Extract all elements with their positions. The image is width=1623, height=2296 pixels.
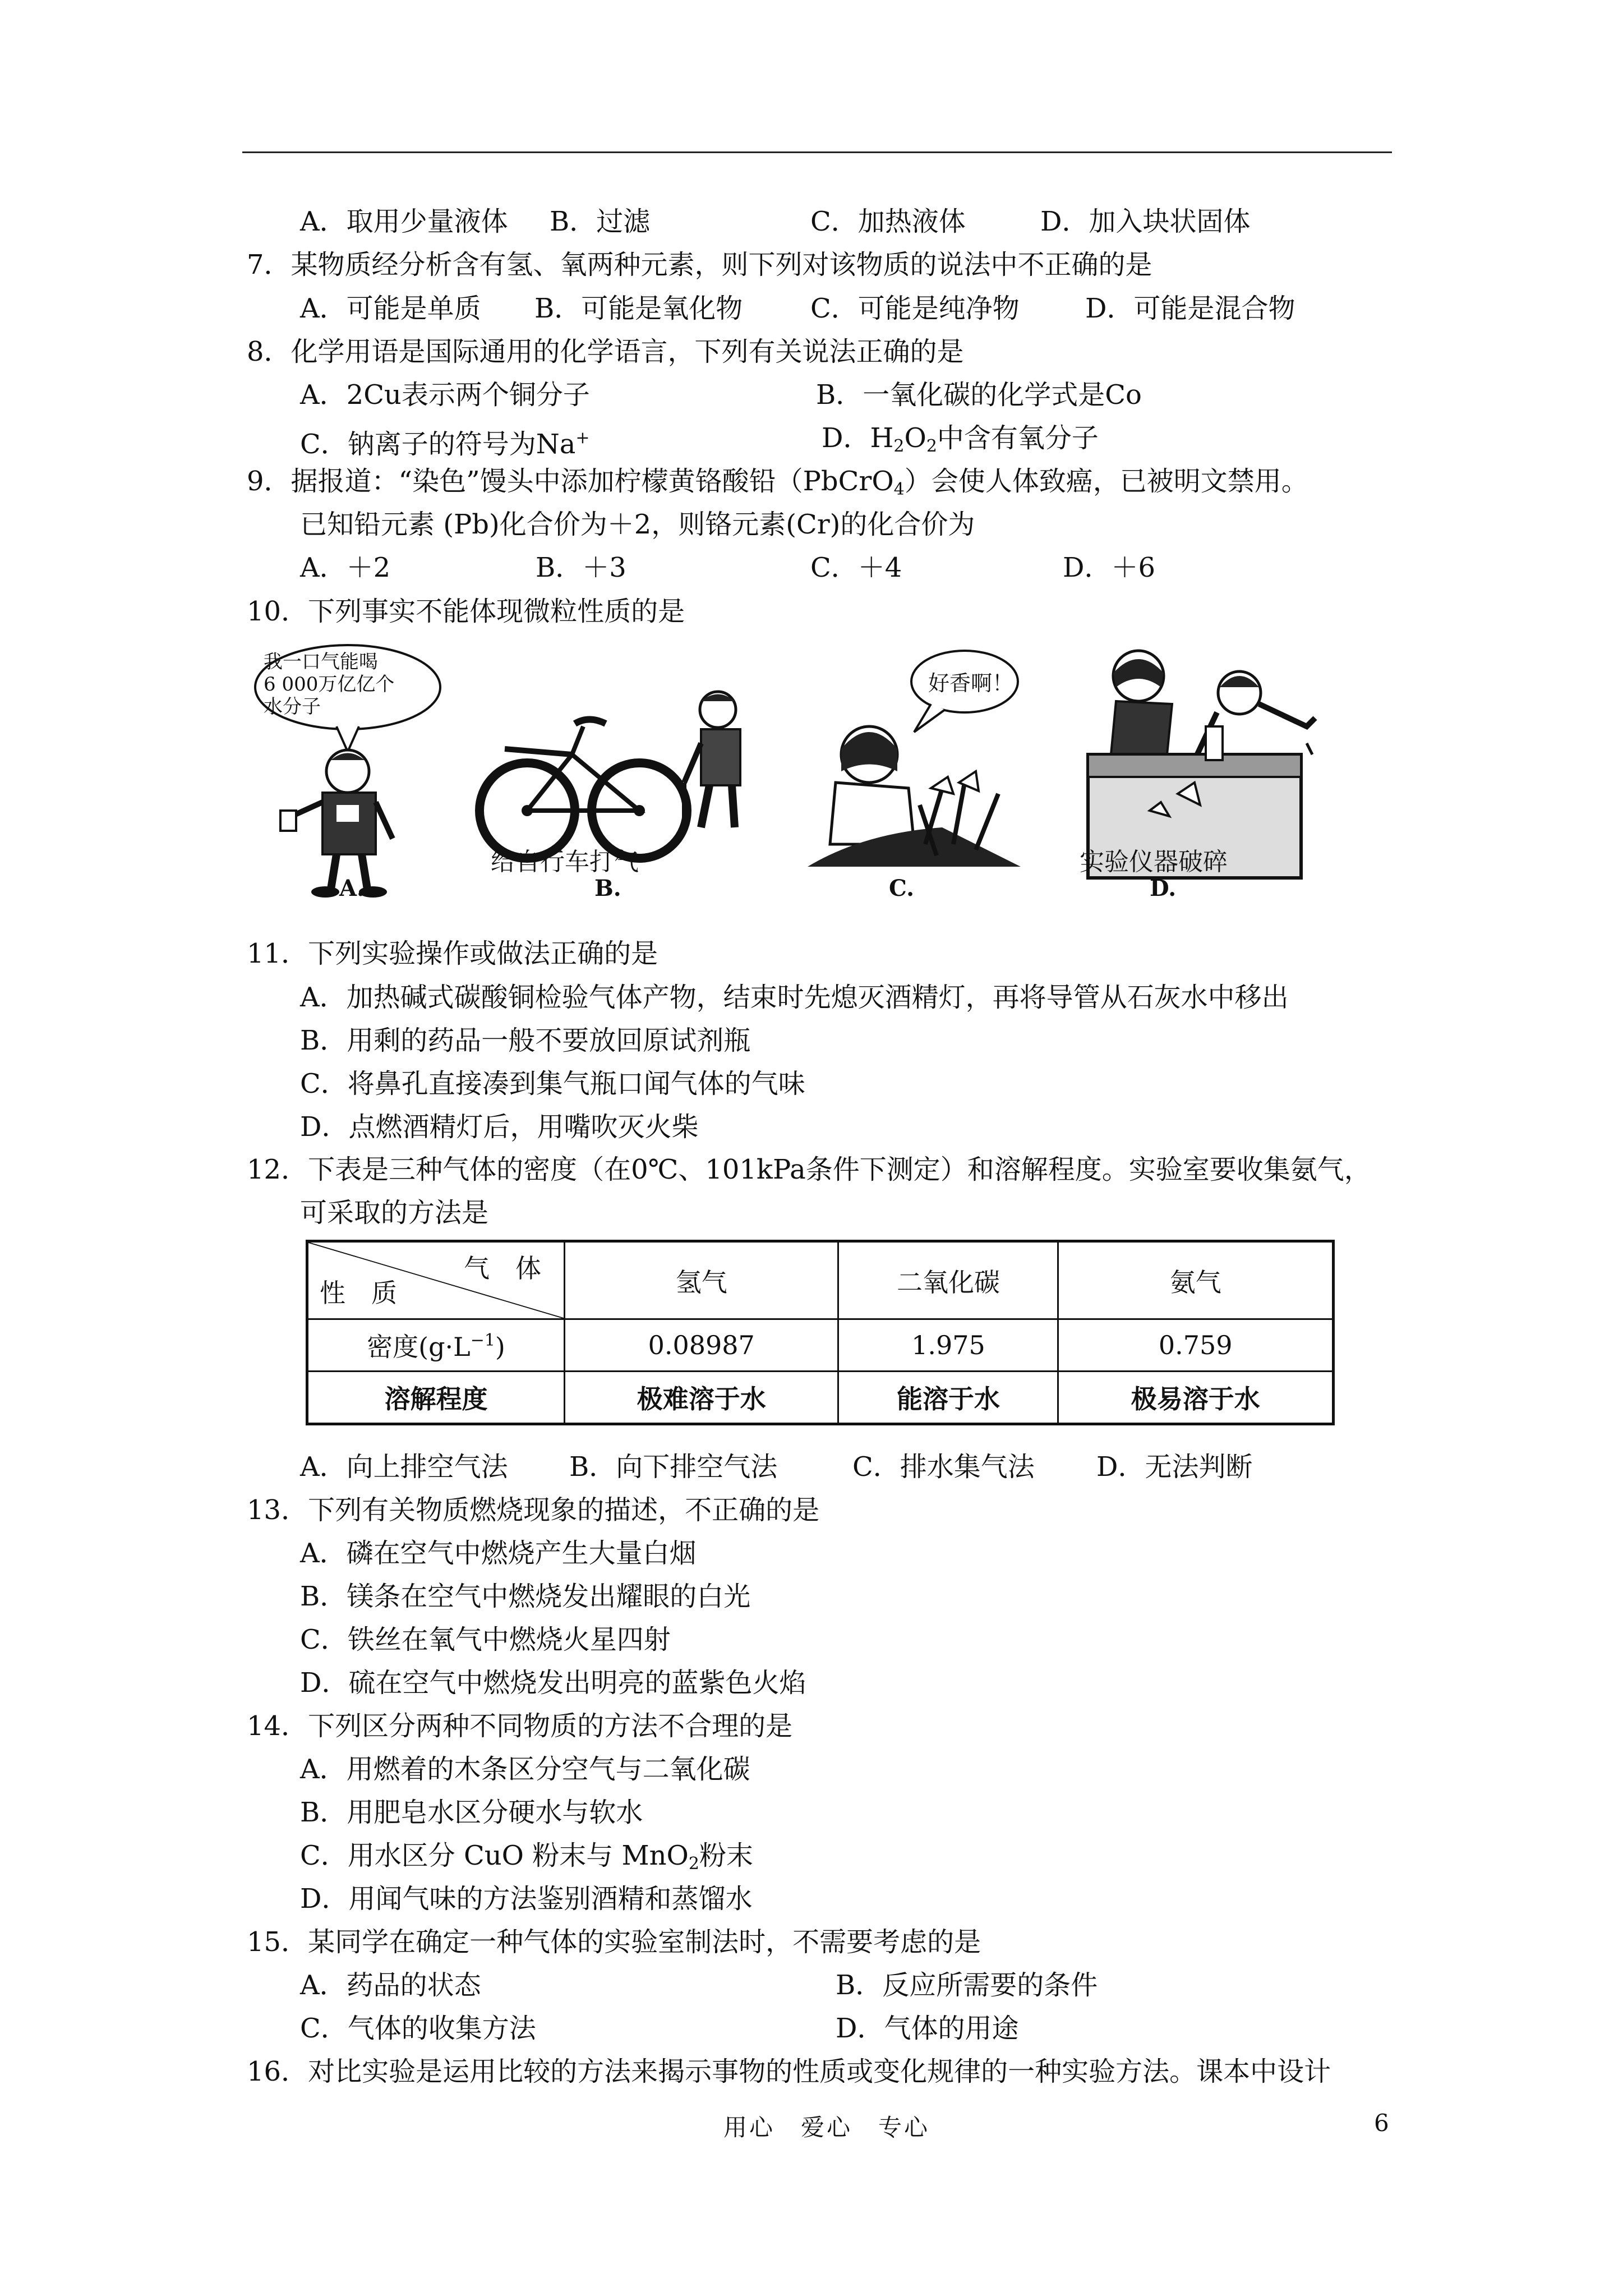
q14-option-c: C．用水区分 CuO 粉末与 MnO$_2$粉末: [300, 1840, 754, 1874]
q12-option-c: C．排水集气法: [852, 1451, 1035, 1483]
q11-option-c: C．将鼻孔直接凑到集气瓶口闻气体的气味: [300, 1068, 805, 1099]
density-hydrogen: 0.08987: [565, 1319, 838, 1372]
q7-stem: 7．某物质经分析含有氢、氧两种元素，则下列对该物质的说法中不正确的是: [247, 249, 1152, 280]
q9-option-d: D．＋6: [1063, 552, 1156, 583]
header-gas-label: 气 体: [464, 1253, 541, 1283]
q15-stem: 15．某同学在确定一种气体的实验室制法时，不需要考虑的是: [247, 1926, 981, 1958]
q15-option-a: A．药品的状态: [300, 1970, 481, 2001]
solubility-label: 溶解程度: [307, 1372, 565, 1424]
q8-option-b: B．一氧化碳的化学式是Co: [816, 379, 1142, 411]
picture-label-c: C.: [889, 875, 915, 901]
q6-option-c: C．加热液体: [810, 206, 966, 237]
q16-stem: 16．对比实验是运用比较的方法来揭示事物的性质或变化规律的一种实验方法。课本中设计: [247, 2056, 1331, 2087]
q12-option-a: A．向上排空气法: [300, 1451, 508, 1483]
speech-bubble-c: 好香啊！: [928, 671, 1014, 696]
solubility-co2: 能溶于水: [838, 1372, 1058, 1424]
caption-d: 实验仪器破碎: [1080, 848, 1228, 876]
table-header-co2: 二氧化碳: [838, 1241, 1058, 1319]
q12-stem-line1: 12．下表是三种气体的密度（在0℃、101kPa条件下测定）和溶解程度。实验室要收集氨气，: [247, 1154, 1371, 1185]
q12-stem-line2: 可采取的方法是: [300, 1197, 489, 1228]
q13-option-a: A．磷在空气中燃烧产生大量白烟: [300, 1538, 697, 1569]
q11-option-b: B．用剩的药品一般不要放回原试剂瓶: [300, 1025, 751, 1056]
table-row-density: [307, 1319, 1334, 1372]
q9-option-c: C．＋4: [810, 552, 902, 583]
header-property-label: 性 质: [320, 1278, 397, 1308]
q10-illustration-a: [252, 642, 477, 900]
table-row-solubility: [307, 1372, 1334, 1424]
table-header-row: [307, 1241, 1334, 1319]
picture-label-b: B.: [594, 875, 621, 901]
q14-option-a: A．用燃着的木条区分空气与二氧化碳: [300, 1754, 750, 1785]
table-diagonal-header-cell: [307, 1241, 565, 1319]
q10-illustration-c: [796, 642, 1032, 900]
header-rule: [242, 151, 1392, 153]
q8-stem: 8．化学用语是国际通用的化学语言，下列有关说法正确的是: [247, 336, 964, 367]
density-co2: 1.975: [838, 1319, 1058, 1372]
page-number: 6: [1374, 2109, 1389, 2137]
q9-stem-line1: 9．据报道：“染色”馒头中添加柠檬黄铬酸铅（PbCrO$_4$）会使人体致癌，已被明文禁用。: [247, 466, 1308, 499]
picture-label-a: A.: [339, 875, 365, 901]
q11-option-a: A．加热碱式碳酸铜检验气体产物，结束时先熄灭酒精灯，再将导管从石灰水中移出: [300, 982, 1289, 1013]
solubility-hydrogen: 极难溶于水: [565, 1372, 838, 1424]
q10-stem: 10．下列事实不能体现微粒性质的是: [247, 596, 685, 627]
table-header-hydrogen: 氢气: [565, 1241, 838, 1319]
q15-option-d: D．气体的用途: [836, 2013, 1019, 2044]
q7-option-d: D．可能是混合物: [1085, 293, 1295, 324]
q12-option-d: D．无法判断: [1096, 1451, 1253, 1483]
q9-option-a: A．＋2: [300, 552, 391, 583]
q11-option-d: D．点燃酒精灯后，用嘴吹灭火柴: [300, 1111, 699, 1143]
q9-option-b: B．＋3: [536, 552, 626, 583]
q8-option-d: D．$H_2O_2$中含有氧分子: [822, 422, 1099, 456]
q15-option-b: B．反应所需要的条件: [836, 1970, 1098, 2001]
q12-option-b: B．向下排空气法: [569, 1451, 778, 1483]
q7-option-c: C．可能是纯净物: [810, 293, 1020, 324]
q9-stem-line2: 已知铅元素 (Pb)化合价为＋2，则铬元素(Cr)的化合价为: [300, 509, 975, 540]
q13-option-b: B．镁条在空气中燃烧发出耀眼的白光: [300, 1581, 751, 1612]
q13-option-d: D．硫在空气中燃烧发出明亮的蓝紫色火焰: [300, 1667, 806, 1699]
q14-option-d: D．用闻气味的方法鉴别酒精和蒸馏水: [300, 1883, 753, 1915]
caption-b: 给自行车打气: [491, 848, 639, 876]
q8-option-a: A．2Cu表示两个铜分子: [300, 379, 590, 411]
q6-option-a: A．取用少量液体: [300, 206, 508, 237]
speech-bubble-a: 我一口气能喝 6 000万亿亿个 水分子: [264, 651, 395, 718]
footer-slogan: 用心 爱心 专心: [723, 2114, 930, 2141]
density-ammonia: 0.759: [1058, 1319, 1334, 1372]
q8-option-c: C．钠离子的符号为Na+: [300, 428, 590, 460]
q6-option-d: D．加入块状固体: [1040, 206, 1251, 237]
q13-option-c: C．铁丝在氧气中燃烧火星四射: [300, 1624, 671, 1655]
q14-stem: 14．下列区分两种不同物质的方法不合理的是: [247, 1710, 793, 1742]
q11-stem: 11．下列实验操作或做法正确的是: [247, 938, 658, 969]
solubility-ammonia: 极易溶于水: [1058, 1372, 1334, 1424]
q15-option-c: C．气体的收集方法: [300, 2013, 536, 2044]
density-label: 密度$(g\cdot L^{-1})$: [307, 1319, 565, 1372]
picture-label-d: D.: [1150, 875, 1177, 901]
q6-option-b: B．过滤: [550, 206, 651, 237]
q14-option-b: B．用肥皂水区分硬水与软水: [300, 1797, 643, 1828]
gas-properties-table: [306, 1240, 1335, 1425]
q13-stem: 13．下列有关物质燃烧现象的描述，不正确的是: [247, 1494, 820, 1526]
q7-option-a: A．可能是单质: [300, 293, 481, 324]
table-header-ammonia: 氨气: [1058, 1241, 1334, 1319]
q7-option-b: B．可能是氧化物: [534, 293, 743, 324]
